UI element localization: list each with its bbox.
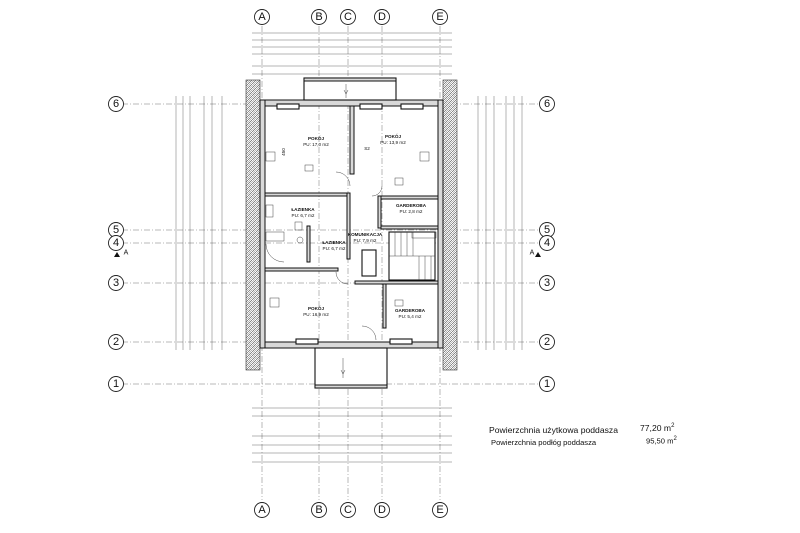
room-name: KOMUNIKACJA [347,232,383,237]
axis-label-d: D [378,504,386,516]
axis-bubbles-bottom [255,503,448,518]
axis-label-5: 5 [543,224,551,236]
axis-label-a: A [258,11,266,23]
section-label: A [529,249,535,257]
axis-label-b: B [315,504,323,516]
room-name: POKÓJ [307,136,325,141]
room-stamp: S2 [364,146,370,151]
section-marker-right [530,250,541,258]
room-area: PU: 16,9 m2 [303,312,329,317]
dimension-lines-top [252,33,452,74]
dimension-lines-bottom [252,408,452,462]
axis-label-2: 2 [112,336,120,348]
axis-label-b: B [315,11,323,23]
roof-slope-left [246,80,260,370]
room-area: PU: 7,9 m2 [353,238,377,243]
axis-bubbles-top [255,10,448,25]
axis-label-4: 4 [112,237,120,249]
dimension-lines-left [176,96,222,350]
room-name: GARDEROBA [394,308,426,313]
axis-label-6: 6 [112,98,120,110]
axis-label-5: 5 [112,224,120,236]
axis-label-d: D [378,11,386,23]
axis-bubbles-left [109,97,124,392]
axis-label-6: 6 [543,98,551,110]
axis-label-3: 3 [543,277,551,289]
room-area: PU: 6,7 m2 [291,213,315,218]
room-stamp: 450 [281,148,286,156]
axis-label-1: 1 [112,378,120,390]
balcony-bottom [315,348,387,388]
room-area: PU: 13,9 m2 [380,140,406,145]
axis-label-e: E [436,11,444,23]
floor-area-number: 95,50 m [646,436,674,446]
axis-bubbles-right [540,97,555,392]
dormer-top [304,78,396,100]
room-name: POKÓJ [307,306,325,311]
room-name: POKÓJ [384,134,402,139]
room-name: ŁAZIENKA [322,240,346,245]
room-name: ŁAZIENKA [291,207,315,212]
room-area: PU: 17,0 m2 [303,142,329,147]
axis-label-1: 1 [543,378,551,390]
usable-area-unit: 2 [671,423,675,430]
dimension-lines-right [478,96,522,350]
usable-area-label: Powierzchnia użytkowa poddasza [489,425,618,435]
axis-label-2: 2 [543,336,551,348]
usable-area-number: 77,20 m [640,423,672,433]
floor-area-label: Powierzchnia podłóg poddasza [491,438,597,447]
room-area: PU: 6,7 m2 [322,246,346,251]
section-label: A [123,249,129,257]
axis-label-4: 4 [543,237,551,249]
axis-label-3: 3 [112,277,120,289]
usable-area-value [640,423,674,433]
axis-label-a: A [258,504,266,516]
floor-area-unit: 2 [673,436,677,442]
floor-area-value [646,436,677,446]
room-area: PU: 5,4 m2 [398,314,422,319]
axis-label-c: C [344,11,352,23]
room-name: GARDEROBA [395,203,427,208]
axis-label-c: C [344,504,352,516]
axis-label-e: E [436,504,444,516]
room-area: PU: 2,8 m2 [399,209,423,214]
roof-slope-right [443,80,457,370]
